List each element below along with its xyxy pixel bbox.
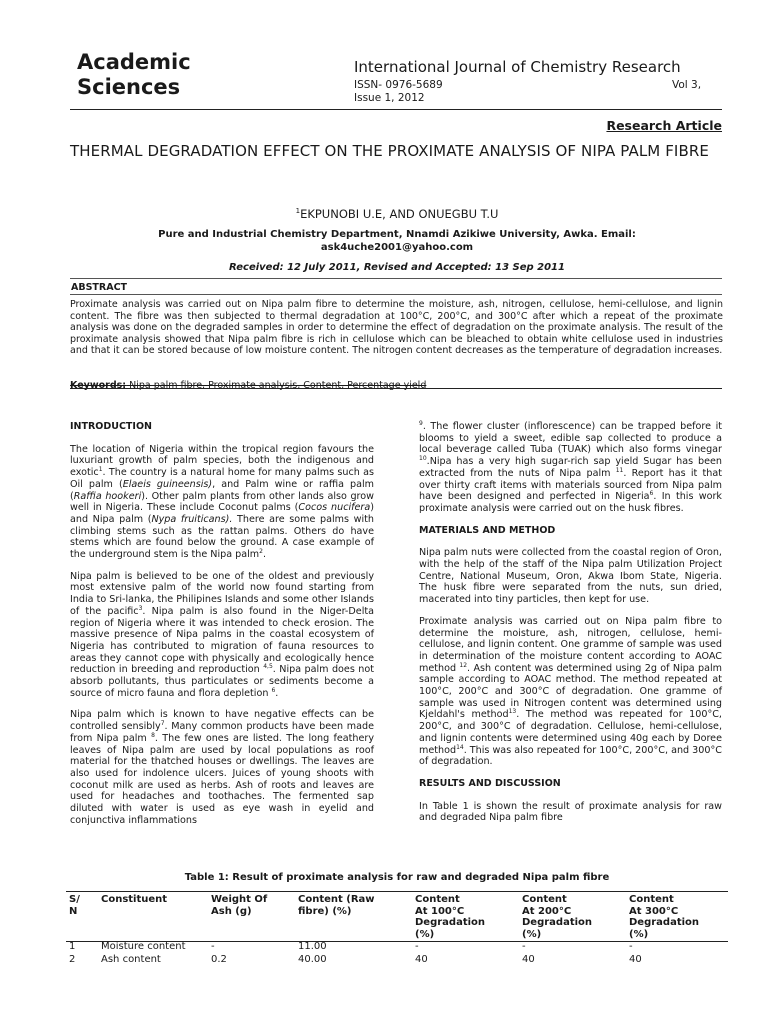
table-cell: 1 — [69, 941, 76, 953]
table-header-cell — [98, 894, 208, 940]
table-cell: - — [211, 941, 215, 953]
table-body — [66, 940, 728, 966]
volume: Vol 3, — [672, 79, 702, 91]
table-cell: - — [629, 941, 633, 953]
table-header-line: S/ — [69, 894, 80, 905]
table-header-line: Degradation — [415, 917, 486, 929]
introduction-heading: INTRODUCTION — [70, 421, 152, 432]
author-names: EKPUNOBI U.E, AND ONUEGBU T.U — [300, 207, 499, 221]
received-dates: Received: 12 July 2011, Revised and Accepted: 13 Sep 2011 — [229, 262, 565, 273]
table-header-line: At 200°C — [522, 905, 572, 917]
table-caption: Table 1: Result of proximate analysis for raw and degraded Nipa palm fibre — [184, 872, 610, 883]
table-cell: Moisture content — [101, 941, 186, 953]
issn: ISSN- 0976-5689 — [354, 79, 443, 91]
methods-paragraph-1: Nipa palm nuts were collected from the coastal region of Oron, with the help of the staff of the Nipa palm Utilization Project Centre, National Museum, Oron, Akwa Ibom State, Nigeria. The husk fibre were separated from the nuts, sun dried, macerated into tiny particles, then kept for use. — [419, 547, 722, 606]
right-column — [419, 421, 722, 834]
table-rule-top — [66, 891, 728, 892]
table-header-row — [66, 894, 728, 940]
table-cell: - — [415, 941, 419, 953]
table-header-line: Content — [415, 894, 460, 905]
keywords — [70, 380, 426, 391]
author-affiliation-mark: 1 — [295, 207, 301, 216]
table-header-line: Content — [629, 894, 674, 905]
table-header-line: Weight Of — [211, 894, 268, 905]
keywords-rule — [70, 388, 722, 389]
intro-paragraph-2: Nipa palm is believed to be one of the oldest and previously most extensive palm of the world now found starting from India to Sri-lanka, the Philipines Islands and some other Islands of the pacific$^3$. Nipa palm is also found in the Niger-Delta region of Nigeria where it was intended to check erosion. The massive presence of Nipa palms in the coastal ecosystem of Nigeria has contributed to migration of fauna resources to areas they cannot cope with physically and ecologically hence reduction in breeding and reproduction $^{4,5}$. Nipa palm does not absorb pollutants, thus particulates or sediments become a source of micro fauna and flora depletion $^6$. — [70, 570, 374, 699]
table-header-line: At 300°C — [629, 905, 679, 917]
abstract-text: Proximate analysis was carried out on Nipa palm fibre to determine the moisture, ash, nitrogen, cellulose, hemi-cellulose, and lignin content. The fibre was then subjected to thermal degradation at 100°C, 200°C, and 300°C after which a repeat of the proximate analysis was done on the degraded samples in order to determine the effect of degradation on the proximate analysis. The result of the proximate analysis showed that Nipa palm fibre is rich in cellulose which can be bleached to obtain white cellulose used in industries and that it can be stored because of low moisture content. The nitrogen content decreases as the temperature of degradation increases. — [70, 299, 723, 357]
table-cell: 40.00 — [298, 954, 327, 966]
intro-paragraph-3: Nipa palm which is known to have negative effects can be controlled sensibly$^7$. Many common products have been made from Nipa palm $^8$. The few ones are listed. The long feathery leaves of Nipa palm are used by local populations as roof material for the thatched houses or dwellings. The leaves are also used for indolence ulcers. Juices of young shoots with coconut milk are used as herbs. Ash of roots and leaves are used for headaches and toothaches. The fermented sap diluted with water is used as eye wash in eyelid and conjunctiva inflammations — [70, 709, 374, 826]
proximate-table — [66, 894, 728, 966]
table-cell: 0.2 — [211, 954, 227, 966]
publisher-logo — [77, 50, 191, 100]
table-cell: - — [522, 941, 526, 953]
methods-paragraph-2: Proximate analysis was carried out on Nipa palm fibre to determine the moisture, ash, nitrogen, cellulose, hemi-cellulose, and lignin content. One gramme of sample was used in determination of the moisture content according to AOAC method $^{12}$. Ash content was determined using 2g of Nipa palm sample according to AOAC method. The method repeated at 100°C, 200°C and 300°C of degradation. One gramme of sample was used in Nitrogen content was determined using Kjeldahl's method$^{13}$. The method was repeated for 100°C, 200°C, and 300°C of degradation. Cellulose, hemi-cellulose, and lignin contents were determined using 40g each by Doree method$^{14}$. This was also repeated for 100°C, 200°C, and 300°C of degradation. — [419, 615, 722, 768]
affiliation: Pure and Industrial Chemistry Department, Nnamdi Azikiwe University, Awka. Email: ask4uche2001@yahoo.com — [158, 229, 636, 253]
table-cell: 11.00 — [298, 941, 327, 953]
abstract-rule-bottom — [70, 294, 722, 295]
results-heading: RESULTS AND DISCUSSION — [419, 777, 561, 789]
publisher-line-2: Sciences — [77, 75, 181, 99]
table-cell: Ash content — [101, 954, 161, 966]
table-header-cell — [519, 894, 626, 940]
table-header-line: Ash (g) — [211, 905, 252, 917]
methods-heading: MATERIALS AND METHOD — [419, 524, 556, 536]
table-header-cell — [208, 894, 295, 940]
table-cell: 40 — [629, 954, 642, 966]
abstract-heading: ABSTRACT — [71, 282, 128, 293]
keywords-list: Nipa palm fibre, Proximate analysis, Content, Percentage yield — [126, 380, 427, 391]
publisher-line-1: Academic — [77, 50, 191, 74]
intro-paragraph-1: The location of Nigeria within the tropical region favours the luxuriant growth of palm species, both the indigenous and exotic$^1$. The country is a natural home for many palms such as Oil palm (Elaeis guineensis), and Palm wine or raffia palm (Raffia hookeri). Other palm plants from other lands also grow well in Nigeria. These include Coconut palms (Cocos nucifera) and Nipa palm (Nypa fruiticans). There are some palms with climbing stems such as the rattan palms. Others do have stems which are found below the ground. A case example of the underground stem is the Nipa palm$^2$. — [70, 443, 375, 561]
table-row — [66, 953, 728, 966]
keywords-label: Keywords: — [70, 380, 127, 391]
paper-title: THERMAL DEGRADATION EFFECT ON THE PROXIMATE ANALYSIS OF NIPA PALM FIBRE — [70, 142, 709, 160]
table-row — [66, 940, 728, 953]
table-header-cell — [626, 894, 728, 940]
table-header-line: Content (Raw — [298, 894, 375, 905]
table-header-line: Content — [522, 894, 567, 905]
header-divider — [70, 109, 722, 110]
table-header-line: (%) — [629, 928, 649, 940]
table-header-line: (%) — [415, 928, 435, 940]
table-header-line: Degradation — [629, 917, 700, 929]
results-paragraph-1: In Table 1 is shown the result of proximate analysis for raw and degraded Nipa palm fibre — [419, 800, 722, 824]
table-header-line: Constituent — [101, 894, 168, 905]
table-header-cell — [66, 894, 98, 940]
left-column — [70, 421, 374, 837]
table-cell: 40 — [415, 954, 428, 966]
table-header-cell — [295, 894, 412, 940]
table-header-line: (%) — [522, 928, 542, 940]
article-type: Research Article — [606, 118, 722, 133]
authors — [70, 207, 724, 221]
table-header-line: N — [69, 905, 78, 917]
table-cell: 2 — [69, 954, 76, 966]
table-cell: 40 — [522, 954, 535, 966]
issue: Issue 1, 2012 — [354, 92, 425, 104]
table-header-line: At 100°C — [415, 905, 465, 917]
table-header-line: fibre) (%) — [298, 905, 352, 917]
table-header-line: Degradation — [522, 917, 593, 929]
abstract-rule-top — [70, 278, 722, 279]
table-header-cell — [412, 894, 519, 940]
intro-paragraph-4: $^9$. The flower cluster (inflorescence) can be trapped before it blooms to yield a sweet, edible sap collected to produce a local beverage called Tuba (TUAK) which also forms vinegar $^{10}$.Nipa has a very high sugar-rich sap yield Sugar has been extracted from the nuts of Nipa palm $^{11}$. Report has it that over thirty craft items with materials sourced from Nipa palm have been designed and perfected in Nigeria$^6$. In this work proximate analysis were carried out on the husk fibres. — [419, 419, 723, 514]
journal-name: International Journal of Chemistry Research — [354, 58, 681, 76]
